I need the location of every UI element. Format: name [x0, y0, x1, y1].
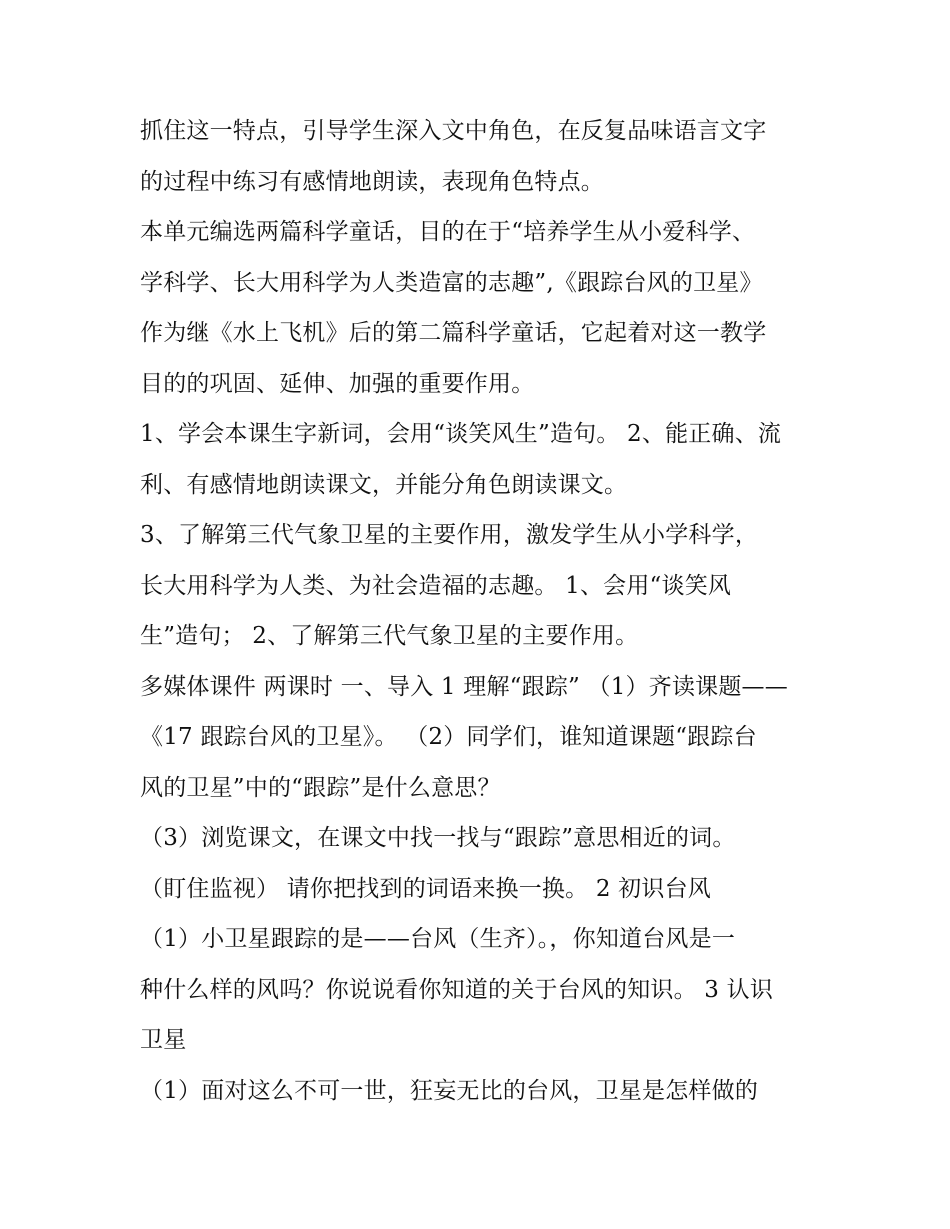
text-line: 长大用科学为人类、为社会造福的志趣。 1、会用“谈笑风	[140, 572, 732, 599]
text-line: （1）小卫星跟踪的是——台风（生齐）。，你知道台风是一	[140, 926, 736, 952]
text-line: （1）面对这么不可一世，狂妄无比的台风，卫星是怎样做的	[140, 1077, 759, 1104]
text-line: 学科学、长大用科学为人类造富的志趣”,《跟踪台风的卫星》	[140, 269, 763, 296]
text-line: 卫星	[140, 1027, 187, 1053]
text-line: （盯住监视） 请你把找到的词语来换一换。 2 初识台风	[140, 875, 711, 902]
text-line: 3、了解第三代气象卫星的主要作用，激发学生从小学科学，	[140, 522, 759, 548]
text-line: 《17 跟踪台风的卫星》。 （2）同学们，谁知道课题“跟踪台	[140, 724, 757, 750]
body-text	[140, 106, 820, 1116]
text-line: （3）浏览课文，在课文中找一找与“跟踪”意思相近的词。	[140, 825, 736, 851]
text-line: 抓住这一特点，引导学生深入文中角色，在反复品味语言文字	[140, 118, 767, 144]
text-line: 作为继《水上飞机》后的第二篇科学童话，它起着对这一教学	[140, 320, 767, 346]
text-line: 目的的巩固、延伸、加强的重要作用。	[140, 370, 535, 397]
text-line: 多媒体课件 两课时 一、导入 1 理解“跟踪” （1）齐读课题——	[140, 673, 788, 700]
text-line: 1、学会本课生字新词，会用“谈笑风生”造句。 2、能正确、流	[140, 421, 782, 447]
text-line: 风的卫星”中的“跟踪”是什么意思？	[140, 774, 501, 801]
text-line: 利、有感情地朗读课文，并能分角色朗读课文。	[140, 471, 628, 498]
text-line: 种什么样的风吗？你说说看你知道的关于台风的知识。 3 认识	[140, 976, 774, 1003]
text-line: 生”造句； 2、了解第三代气象卫星的主要作用。	[140, 623, 639, 649]
text-line: 的过程中练习有感情地朗读，表现角色特点。	[140, 168, 604, 195]
text-line: 本单元编选两篇科学童话，目的在于“培养学生从小爱科学、	[140, 219, 756, 245]
